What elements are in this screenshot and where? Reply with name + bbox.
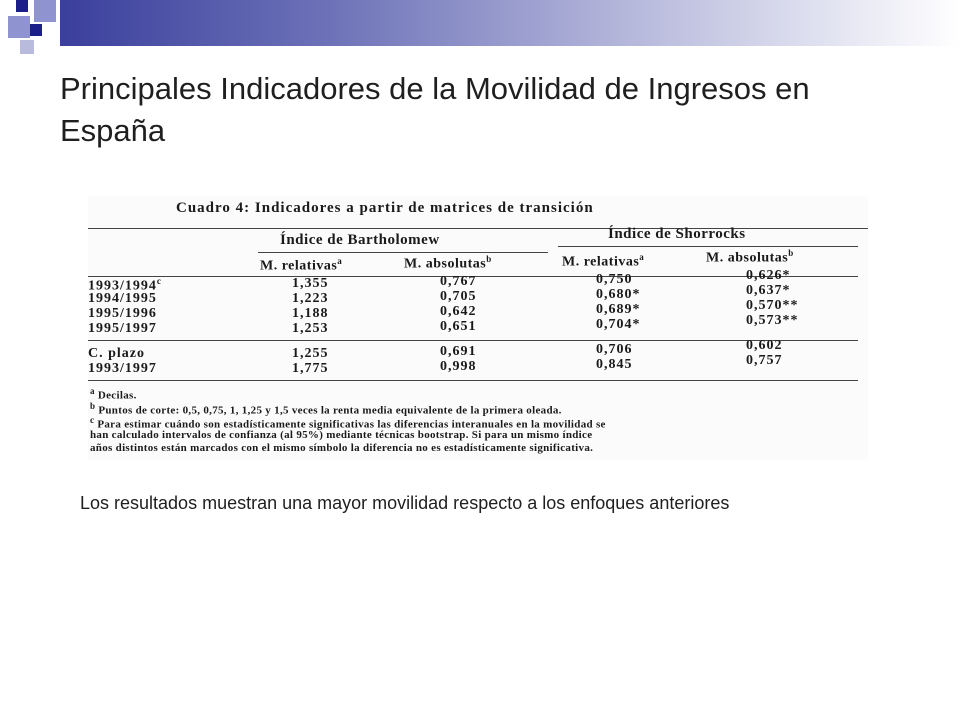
row-label-2: 1994/1995 — [88, 291, 157, 306]
row-label-3: 1995/1996 — [88, 306, 157, 321]
corner-square-dark-2 — [30, 24, 42, 36]
cell-5-1: 1,255 — [292, 346, 329, 361]
col-header-2-sup: b — [486, 254, 492, 264]
footnote-a — [90, 386, 137, 402]
cell-5-3: 0,706 — [596, 342, 633, 357]
corner-square-light-1 — [34, 0, 56, 22]
table-rule-mid — [88, 340, 858, 341]
cell-4-2: 0,651 — [440, 319, 477, 334]
cell-3-3: 0,689* — [596, 302, 641, 317]
footnote-a-mark: a — [90, 386, 95, 396]
table-caption: Cuadro 4: Indicadores a partir de matrices de transición — [176, 200, 594, 216]
slide-title: Principales Indicadores de la Movilidad de Ingresos en España — [60, 71, 810, 148]
col-header-3-sup: a — [639, 252, 645, 262]
cell-6-1: 1,775 — [292, 361, 329, 376]
footnote-c-text: Para estimar cuándo son estadísticamente significativas las diferencias interanuales en la movilidad se — [97, 418, 606, 431]
cell-6-3: 0,845 — [596, 357, 633, 372]
cell-1-3: 0,750 — [596, 272, 633, 287]
group-header-bartholomew: Índice de Bartholomew — [280, 232, 440, 248]
corner-square-dark-1 — [16, 0, 28, 12]
cell-1-4: 0,626* — [746, 268, 791, 283]
cell-4-4: 0,573** — [746, 313, 799, 328]
col-header-4-label: M. absolutas — [706, 250, 789, 266]
row-label-6: 1993/1997 — [88, 361, 157, 376]
col-header-1-label: M. relativas — [260, 258, 338, 274]
cell-1-1: 1,355 — [292, 276, 329, 291]
col-header-4-sup: b — [788, 248, 794, 258]
group-rule-bartholomew — [258, 252, 548, 253]
group-rule-shorrocks — [558, 246, 858, 247]
cell-1-2: 0,767 — [440, 274, 477, 289]
transition-indicators-table — [88, 196, 868, 460]
row-label-5: C. plazo — [88, 346, 145, 361]
cell-3-4: 0,570** — [746, 298, 799, 313]
col-header-3 — [562, 252, 644, 271]
table-rule-top — [88, 228, 868, 229]
cell-4-3: 0,704* — [596, 317, 641, 332]
row-label-4: 1995/1997 — [88, 321, 157, 336]
footnote-b-mark: b — [90, 401, 96, 411]
col-header-2 — [404, 254, 492, 273]
cell-3-1: 1,188 — [292, 306, 329, 321]
row-label-1-sup: c — [156, 276, 162, 286]
footnote-c-mark: c — [90, 415, 95, 425]
col-header-4 — [706, 248, 794, 267]
col-header-2-label: M. absolutas — [404, 256, 487, 272]
col-header-1-sup: a — [337, 256, 343, 266]
cell-6-4: 0,757 — [746, 353, 783, 368]
footnote-c-line-2: han calculado intervalos de confianza (al 95%) mediante técnicas bootstrap. Si para un mismo índice — [90, 429, 593, 441]
cell-2-3: 0,680* — [596, 287, 641, 302]
cell-3-2: 0,642 — [440, 304, 477, 319]
cell-4-1: 1,253 — [292, 321, 329, 336]
corner-square-light-3 — [20, 40, 34, 54]
cell-6-2: 0,998 — [440, 359, 477, 374]
footnote-b-text: Puntos de corte: 0,5, 0,75, 1, 1,25 y 1,5 veces la renta media equivalente de la primera oleada. — [98, 404, 562, 417]
header-gradient-bar — [60, 0, 960, 46]
col-header-3-label: M. relativas — [562, 254, 640, 270]
row-label-1-text: 1993/1994 — [88, 278, 157, 294]
col-header-1 — [260, 256, 342, 275]
cell-2-4: 0,637* — [746, 283, 791, 298]
footnote-c-line-3: años distintos están marcados con el mismo símbolo la diferencia no es estadísticamente significativa. — [90, 442, 594, 454]
slide-body-text: Los resultados muestran una mayor movilidad respecto a los enfoques anteriores — [80, 493, 730, 513]
group-header-shorrocks: Índice de Shorrocks — [608, 226, 746, 242]
corner-square-light-2 — [8, 16, 30, 38]
footnote-a-text: Decilas. — [97, 389, 137, 402]
cell-2-2: 0,705 — [440, 289, 477, 304]
cell-2-1: 1,223 — [292, 291, 329, 306]
cell-5-2: 0,691 — [440, 344, 477, 359]
table-rule-bottom — [88, 380, 858, 381]
cell-5-4: 0,602 — [746, 338, 783, 353]
